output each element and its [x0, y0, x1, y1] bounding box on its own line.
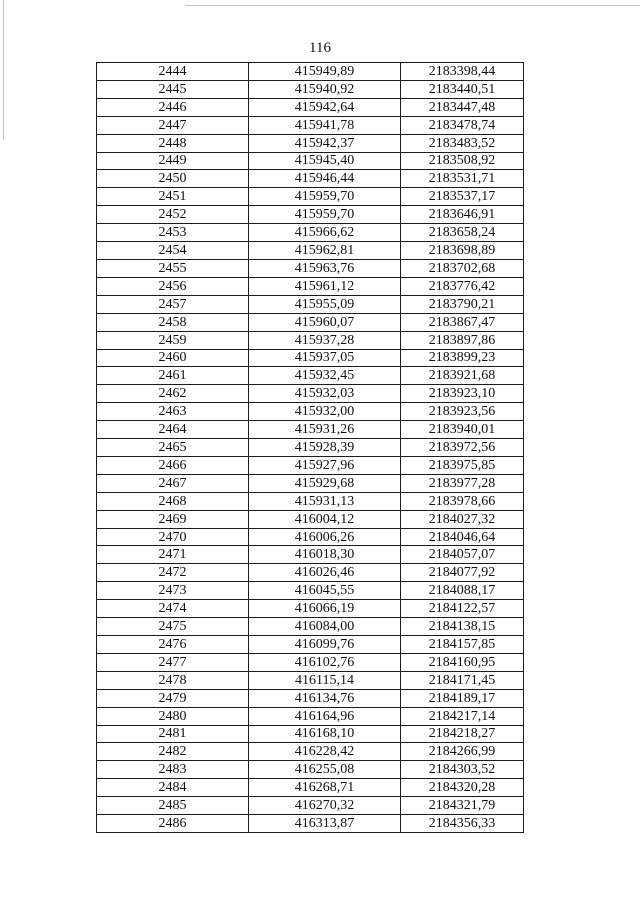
table-row [97, 743, 524, 761]
point-number-cell: 2447 [97, 116, 249, 134]
y-coordinate-cell: 2184320,28 [401, 779, 524, 797]
page-number: 116 [309, 40, 331, 56]
point-number-cell: 2460 [97, 349, 249, 367]
table-row [97, 564, 524, 582]
y-coordinate-cell: 2183867,47 [401, 313, 524, 331]
scan-artifact-left-edge [3, 0, 4, 140]
table-row [97, 331, 524, 349]
table-row [97, 116, 524, 134]
x-coordinate-cell: 415940,92 [249, 80, 401, 98]
x-coordinate-cell: 415941,78 [249, 116, 401, 134]
x-coordinate-cell: 416018,30 [249, 546, 401, 564]
point-number-cell: 2444 [97, 63, 249, 81]
point-number-cell: 2476 [97, 636, 249, 654]
table-row [97, 618, 524, 636]
x-coordinate-cell: 415966,62 [249, 224, 401, 242]
table-row [97, 510, 524, 528]
y-coordinate-cell: 2183398,44 [401, 63, 524, 81]
point-number-cell: 2464 [97, 421, 249, 439]
table-row [97, 421, 524, 439]
x-coordinate-cell: 415932,45 [249, 367, 401, 385]
y-coordinate-cell: 2183972,56 [401, 439, 524, 457]
x-coordinate-cell: 416045,55 [249, 582, 401, 600]
table-row [97, 242, 524, 260]
point-number-cell: 2452 [97, 206, 249, 224]
point-number-cell: 2480 [97, 707, 249, 725]
coordinates-table [96, 62, 524, 833]
y-coordinate-cell: 2184321,79 [401, 797, 524, 815]
table-row [97, 528, 524, 546]
x-coordinate-cell: 415959,70 [249, 206, 401, 224]
y-coordinate-cell: 2184057,07 [401, 546, 524, 564]
table-row [97, 277, 524, 295]
y-coordinate-cell: 2183447,48 [401, 98, 524, 116]
table-row [97, 313, 524, 331]
table-row [97, 98, 524, 116]
y-coordinate-cell: 2183658,24 [401, 224, 524, 242]
y-coordinate-cell: 2183776,42 [401, 277, 524, 295]
point-number-cell: 2445 [97, 80, 249, 98]
y-coordinate-cell: 2184217,14 [401, 707, 524, 725]
table-row [97, 689, 524, 707]
table-row [97, 600, 524, 618]
table-row [97, 385, 524, 403]
point-number-cell: 2448 [97, 134, 249, 152]
x-coordinate-cell: 415927,96 [249, 456, 401, 474]
coordinates-table-body [97, 63, 524, 833]
y-coordinate-cell: 2184027,32 [401, 510, 524, 528]
y-coordinate-cell: 2183978,66 [401, 492, 524, 510]
y-coordinate-cell: 2183899,23 [401, 349, 524, 367]
x-coordinate-cell: 416066,19 [249, 600, 401, 618]
x-coordinate-cell: 416026,46 [249, 564, 401, 582]
point-number-cell: 2479 [97, 689, 249, 707]
y-coordinate-cell: 2183921,68 [401, 367, 524, 385]
x-coordinate-cell: 416270,32 [249, 797, 401, 815]
table-row [97, 367, 524, 385]
point-number-cell: 2485 [97, 797, 249, 815]
x-coordinate-cell: 416115,14 [249, 671, 401, 689]
y-coordinate-cell: 2183440,51 [401, 80, 524, 98]
point-number-cell: 2470 [97, 528, 249, 546]
table-row [97, 170, 524, 188]
y-coordinate-cell: 2184218,27 [401, 725, 524, 743]
x-coordinate-cell: 416168,10 [249, 725, 401, 743]
x-coordinate-cell: 415962,81 [249, 242, 401, 260]
table-row [97, 761, 524, 779]
point-number-cell: 2478 [97, 671, 249, 689]
point-number-cell: 2484 [97, 779, 249, 797]
x-coordinate-cell: 415931,13 [249, 492, 401, 510]
point-number-cell: 2467 [97, 474, 249, 492]
point-number-cell: 2468 [97, 492, 249, 510]
x-coordinate-cell: 415945,40 [249, 152, 401, 170]
point-number-cell: 2446 [97, 98, 249, 116]
point-number-cell: 2450 [97, 170, 249, 188]
y-coordinate-cell: 2183702,68 [401, 259, 524, 277]
y-coordinate-cell: 2183478,74 [401, 116, 524, 134]
x-coordinate-cell: 416228,42 [249, 743, 401, 761]
table-row [97, 63, 524, 81]
x-coordinate-cell: 415942,37 [249, 134, 401, 152]
y-coordinate-cell: 2183923,56 [401, 403, 524, 421]
x-coordinate-cell: 415937,05 [249, 349, 401, 367]
x-coordinate-cell: 416134,76 [249, 689, 401, 707]
y-coordinate-cell: 2183977,28 [401, 474, 524, 492]
table-row [97, 134, 524, 152]
table-row [97, 188, 524, 206]
x-coordinate-cell: 415960,07 [249, 313, 401, 331]
point-number-cell: 2466 [97, 456, 249, 474]
table-row [97, 546, 524, 564]
y-coordinate-cell: 2183698,89 [401, 242, 524, 260]
x-coordinate-cell: 416004,12 [249, 510, 401, 528]
y-coordinate-cell: 2183531,71 [401, 170, 524, 188]
x-coordinate-cell: 416006,26 [249, 528, 401, 546]
x-coordinate-cell: 416099,76 [249, 636, 401, 654]
y-coordinate-cell: 2183923,10 [401, 385, 524, 403]
y-coordinate-cell: 2183483,52 [401, 134, 524, 152]
x-coordinate-cell: 415961,12 [249, 277, 401, 295]
table-row [97, 152, 524, 170]
y-coordinate-cell: 2184160,95 [401, 653, 524, 671]
x-coordinate-cell: 416255,08 [249, 761, 401, 779]
y-coordinate-cell: 2184266,99 [401, 743, 524, 761]
table-row [97, 653, 524, 671]
x-coordinate-cell: 416084,00 [249, 618, 401, 636]
x-coordinate-cell: 415931,26 [249, 421, 401, 439]
x-coordinate-cell: 415946,44 [249, 170, 401, 188]
table-row [97, 403, 524, 421]
table-row [97, 474, 524, 492]
x-coordinate-cell: 416313,87 [249, 815, 401, 833]
y-coordinate-cell: 2184171,45 [401, 671, 524, 689]
table-row [97, 439, 524, 457]
x-coordinate-cell: 415937,28 [249, 331, 401, 349]
x-coordinate-cell: 415959,70 [249, 188, 401, 206]
point-number-cell: 2483 [97, 761, 249, 779]
point-number-cell: 2459 [97, 331, 249, 349]
point-number-cell: 2477 [97, 653, 249, 671]
table-row [97, 779, 524, 797]
y-coordinate-cell: 2183508,92 [401, 152, 524, 170]
point-number-cell: 2449 [97, 152, 249, 170]
y-coordinate-cell: 2183646,91 [401, 206, 524, 224]
point-number-cell: 2481 [97, 725, 249, 743]
y-coordinate-cell: 2183897,86 [401, 331, 524, 349]
point-number-cell: 2474 [97, 600, 249, 618]
y-coordinate-cell: 2184077,92 [401, 564, 524, 582]
point-number-cell: 2453 [97, 224, 249, 242]
y-coordinate-cell: 2184356,33 [401, 815, 524, 833]
table-row [97, 725, 524, 743]
y-coordinate-cell: 2184157,85 [401, 636, 524, 654]
y-coordinate-cell: 2183940,01 [401, 421, 524, 439]
point-number-cell: 2451 [97, 188, 249, 206]
table-row [97, 707, 524, 725]
point-number-cell: 2457 [97, 295, 249, 313]
y-coordinate-cell: 2183975,85 [401, 456, 524, 474]
point-number-cell: 2458 [97, 313, 249, 331]
point-number-cell: 2475 [97, 618, 249, 636]
point-number-cell: 2462 [97, 385, 249, 403]
x-coordinate-cell: 415929,68 [249, 474, 401, 492]
table-row [97, 671, 524, 689]
table-row [97, 636, 524, 654]
point-number-cell: 2486 [97, 815, 249, 833]
y-coordinate-cell: 2184303,52 [401, 761, 524, 779]
x-coordinate-cell: 415949,89 [249, 63, 401, 81]
x-coordinate-cell: 415932,03 [249, 385, 401, 403]
point-number-cell: 2454 [97, 242, 249, 260]
point-number-cell: 2455 [97, 259, 249, 277]
scan-artifact-top-edge [185, 5, 640, 6]
table-row [97, 492, 524, 510]
table-row [97, 224, 524, 242]
point-number-cell: 2463 [97, 403, 249, 421]
table-row [97, 80, 524, 98]
y-coordinate-cell: 2183537,17 [401, 188, 524, 206]
x-coordinate-cell: 415963,76 [249, 259, 401, 277]
point-number-cell: 2456 [97, 277, 249, 295]
table-row [97, 349, 524, 367]
x-coordinate-cell: 415942,64 [249, 98, 401, 116]
y-coordinate-cell: 2183790,21 [401, 295, 524, 313]
point-number-cell: 2473 [97, 582, 249, 600]
table-row [97, 206, 524, 224]
y-coordinate-cell: 2184088,17 [401, 582, 524, 600]
point-number-cell: 2465 [97, 439, 249, 457]
x-coordinate-cell: 415932,00 [249, 403, 401, 421]
point-number-cell: 2482 [97, 743, 249, 761]
y-coordinate-cell: 2184138,15 [401, 618, 524, 636]
table-row [97, 815, 524, 833]
y-coordinate-cell: 2184122,57 [401, 600, 524, 618]
point-number-cell: 2461 [97, 367, 249, 385]
y-coordinate-cell: 2184046,64 [401, 528, 524, 546]
y-coordinate-cell: 2184189,17 [401, 689, 524, 707]
table-row [97, 456, 524, 474]
table-row [97, 295, 524, 313]
point-number-cell: 2471 [97, 546, 249, 564]
x-coordinate-cell: 416102,76 [249, 653, 401, 671]
point-number-cell: 2469 [97, 510, 249, 528]
table-row [97, 259, 524, 277]
x-coordinate-cell: 416268,71 [249, 779, 401, 797]
table-row [97, 582, 524, 600]
x-coordinate-cell: 415955,09 [249, 295, 401, 313]
x-coordinate-cell: 415928,39 [249, 439, 401, 457]
point-number-cell: 2472 [97, 564, 249, 582]
x-coordinate-cell: 416164,96 [249, 707, 401, 725]
table-row [97, 797, 524, 815]
